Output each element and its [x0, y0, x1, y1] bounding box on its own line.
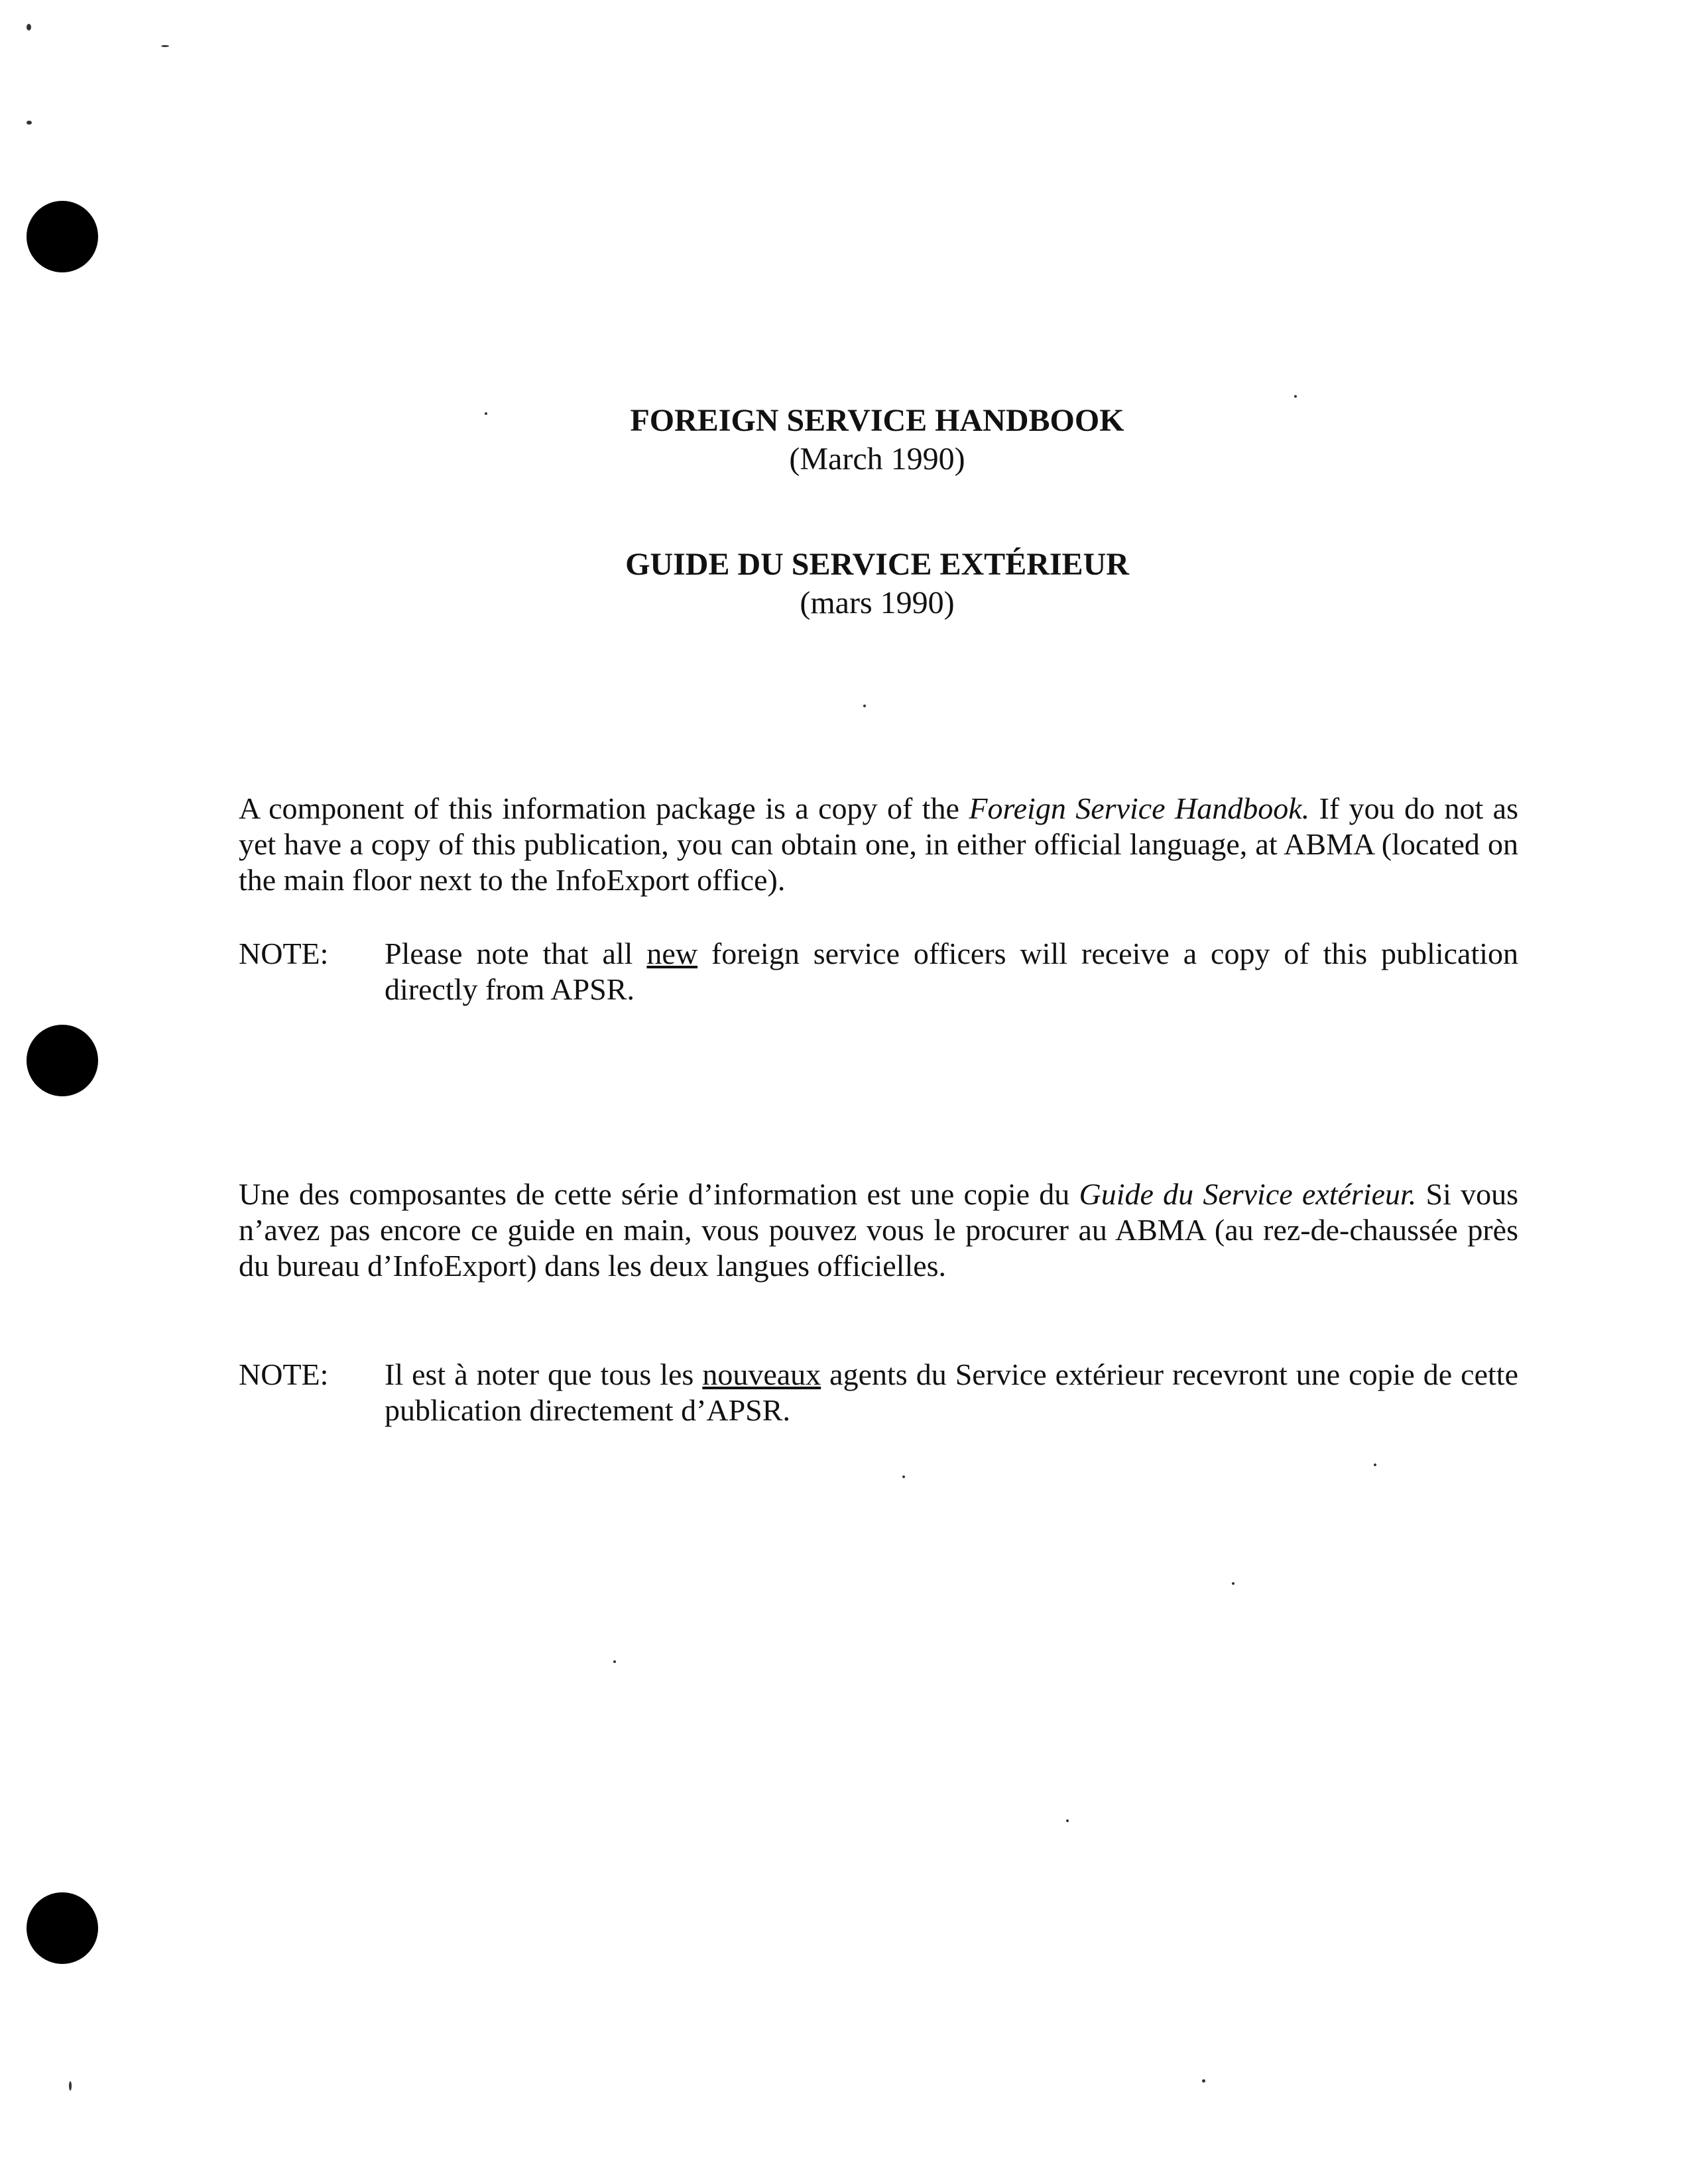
- scan-speck: [485, 412, 487, 415]
- french-note-body: [385, 1357, 1518, 1428]
- english-title-block: [33, 402, 1688, 479]
- english-note-text-cont: foreign service officers will receive a copy of this publication directly from APSR.: [385, 937, 1518, 1006]
- english-note-label: NOTE:: [239, 937, 329, 970]
- scan-speck: [902, 1475, 905, 1478]
- scan-speck: [69, 2081, 72, 2091]
- english-paragraph: [239, 791, 1518, 898]
- scan-speck: [1202, 2079, 1205, 2083]
- english-note-body: [385, 936, 1518, 1007]
- english-note: [239, 936, 1518, 1007]
- french-note-label: NOTE:: [239, 1357, 329, 1391]
- french-paragraph-text-cont: Si vous n’avez pas encore ce guide en main, vous pouvez vous le procurer au ABMA (au rez-de-chaussée près du bureau d’InfoExport) dans les deux langues officielles.: [239, 1177, 1518, 1283]
- french-paragraph-text: Une des composantes de cette série d’information est une copie du: [239, 1177, 1079, 1211]
- english-paragraph-text: A component of this information package is a copy of the: [239, 791, 969, 825]
- binder-hole-middle: [27, 1025, 98, 1096]
- french-title-block: [33, 546, 1688, 622]
- scan-speck: [1374, 1464, 1376, 1466]
- scan-speck: [27, 121, 32, 125]
- scan-speck: [27, 24, 31, 30]
- scan-speck: [1294, 395, 1297, 398]
- english-date: (March 1990): [789, 441, 965, 477]
- english-paragraph-text-cont: If you do not as yet have a copy of this publication, you can obtain one, in either official language, at ABMA (located on the main floor next to the InfoExport office).: [239, 791, 1518, 897]
- scan-speck: [161, 45, 169, 47]
- french-paragraph: [239, 1177, 1518, 1284]
- french-title: GUIDE DU SERVICE EXTÉRIEUR: [625, 547, 1129, 582]
- french-date: (mars 1990): [800, 585, 955, 620]
- french-note-emphasis: nouveaux: [702, 1357, 821, 1391]
- french-note-text-cont: agents du Service extérieur recevront une copie de cette publication directement d’APSR.: [385, 1357, 1518, 1427]
- scan-speck: [1232, 1582, 1235, 1585]
- scan-speck: [613, 1660, 616, 1663]
- english-title: FOREIGN SERVICE HANDBOOK: [630, 403, 1124, 438]
- french-note-text: Il est à noter que tous les: [385, 1357, 703, 1391]
- english-handbook-title: Foreign Service Handbook.: [969, 791, 1310, 825]
- scan-speck: [863, 705, 866, 707]
- french-guide-title: Guide du Service extérieur.: [1079, 1177, 1417, 1211]
- scan-speck: [1066, 1819, 1069, 1822]
- french-note: [239, 1357, 1518, 1428]
- english-note-emphasis: new: [646, 937, 698, 970]
- binder-hole-bottom: [27, 1892, 98, 1964]
- english-note-text: Please note that all: [385, 937, 647, 970]
- binder-hole-top: [27, 201, 98, 272]
